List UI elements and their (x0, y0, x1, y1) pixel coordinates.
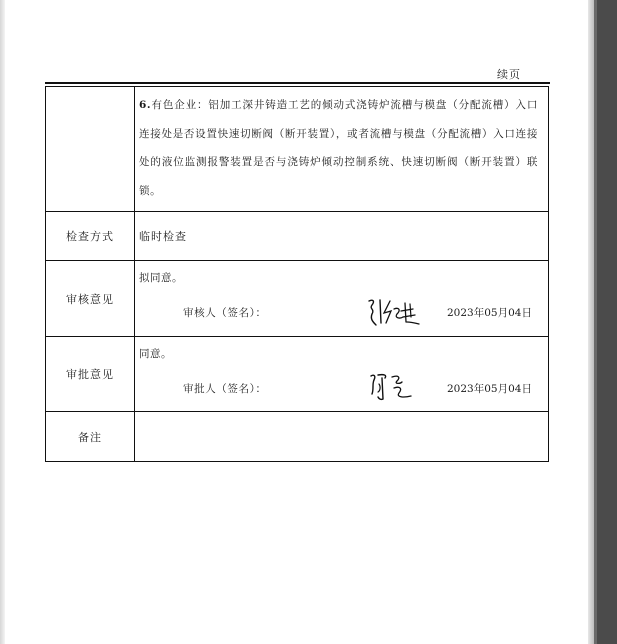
note-value (135, 412, 549, 462)
approval-date-month-unit: 月 (497, 383, 509, 395)
approval-date (447, 381, 532, 396)
reviewer-signature-image (363, 295, 425, 329)
approval-date-day-unit: 日 (521, 383, 532, 395)
approval-opinion-row (46, 337, 549, 412)
approver-signature-label: 审批人（签名）： (183, 383, 267, 395)
header-rule (45, 82, 550, 84)
approver-signature-image (365, 369, 417, 405)
review-date-day-unit: 日 (521, 307, 532, 319)
page-shadow-left (0, 0, 5, 644)
inspection-form-table (45, 86, 549, 462)
approval-date-day: 04 (508, 383, 522, 395)
continued-page-label: 续页 (497, 68, 521, 81)
item-number: 6. (139, 99, 152, 111)
item-content-cell (135, 87, 549, 212)
review-date-month-unit: 月 (497, 307, 509, 319)
method-cell (135, 212, 549, 261)
inspection-item-text (135, 87, 548, 211)
note-label: 备注 (46, 412, 135, 462)
note-row (46, 412, 549, 462)
approval-date-month: 05 (484, 383, 498, 395)
review-label: 审核意见 (46, 261, 135, 337)
viewer-scrollbar[interactable] (594, 0, 617, 644)
item-description: 有色企业：铝加工深井铸造工艺的倾动式浇铸炉流槽与模盘（分配流槽）入口连接处是否设置快速切断阀（断开装置），或者流槽与模盘（分配流槽）入口连接处的液位监测报警装置是否与浇铸炉倾动控制系统、快速切断阀（断开装置）联锁。 (139, 99, 538, 197)
item-label-cell (46, 87, 135, 212)
approval-opinion-text: 同意。 (139, 348, 172, 360)
review-date-year-unit: 年 (473, 307, 485, 319)
review-cell (135, 261, 549, 337)
approval-date-year-unit: 年 (473, 383, 485, 395)
review-opinion-text: 拟同意。 (139, 272, 183, 284)
reviewer-signature-label: 审核人（签名）： (183, 307, 267, 319)
review-date-day: 04 (508, 307, 522, 319)
inspection-method-row (46, 212, 549, 261)
approval-cell (135, 337, 549, 412)
approval-date-year: 2023 (447, 383, 474, 395)
method-value: 临时检查 (139, 230, 187, 243)
review-date-year: 2023 (447, 307, 474, 319)
method-label: 检查方式 (46, 212, 135, 261)
review-date (447, 305, 532, 320)
review-opinion-row (46, 261, 549, 337)
approval-label: 审批意见 (46, 337, 135, 412)
review-date-month: 05 (484, 307, 498, 319)
inspection-item-row (46, 87, 549, 212)
